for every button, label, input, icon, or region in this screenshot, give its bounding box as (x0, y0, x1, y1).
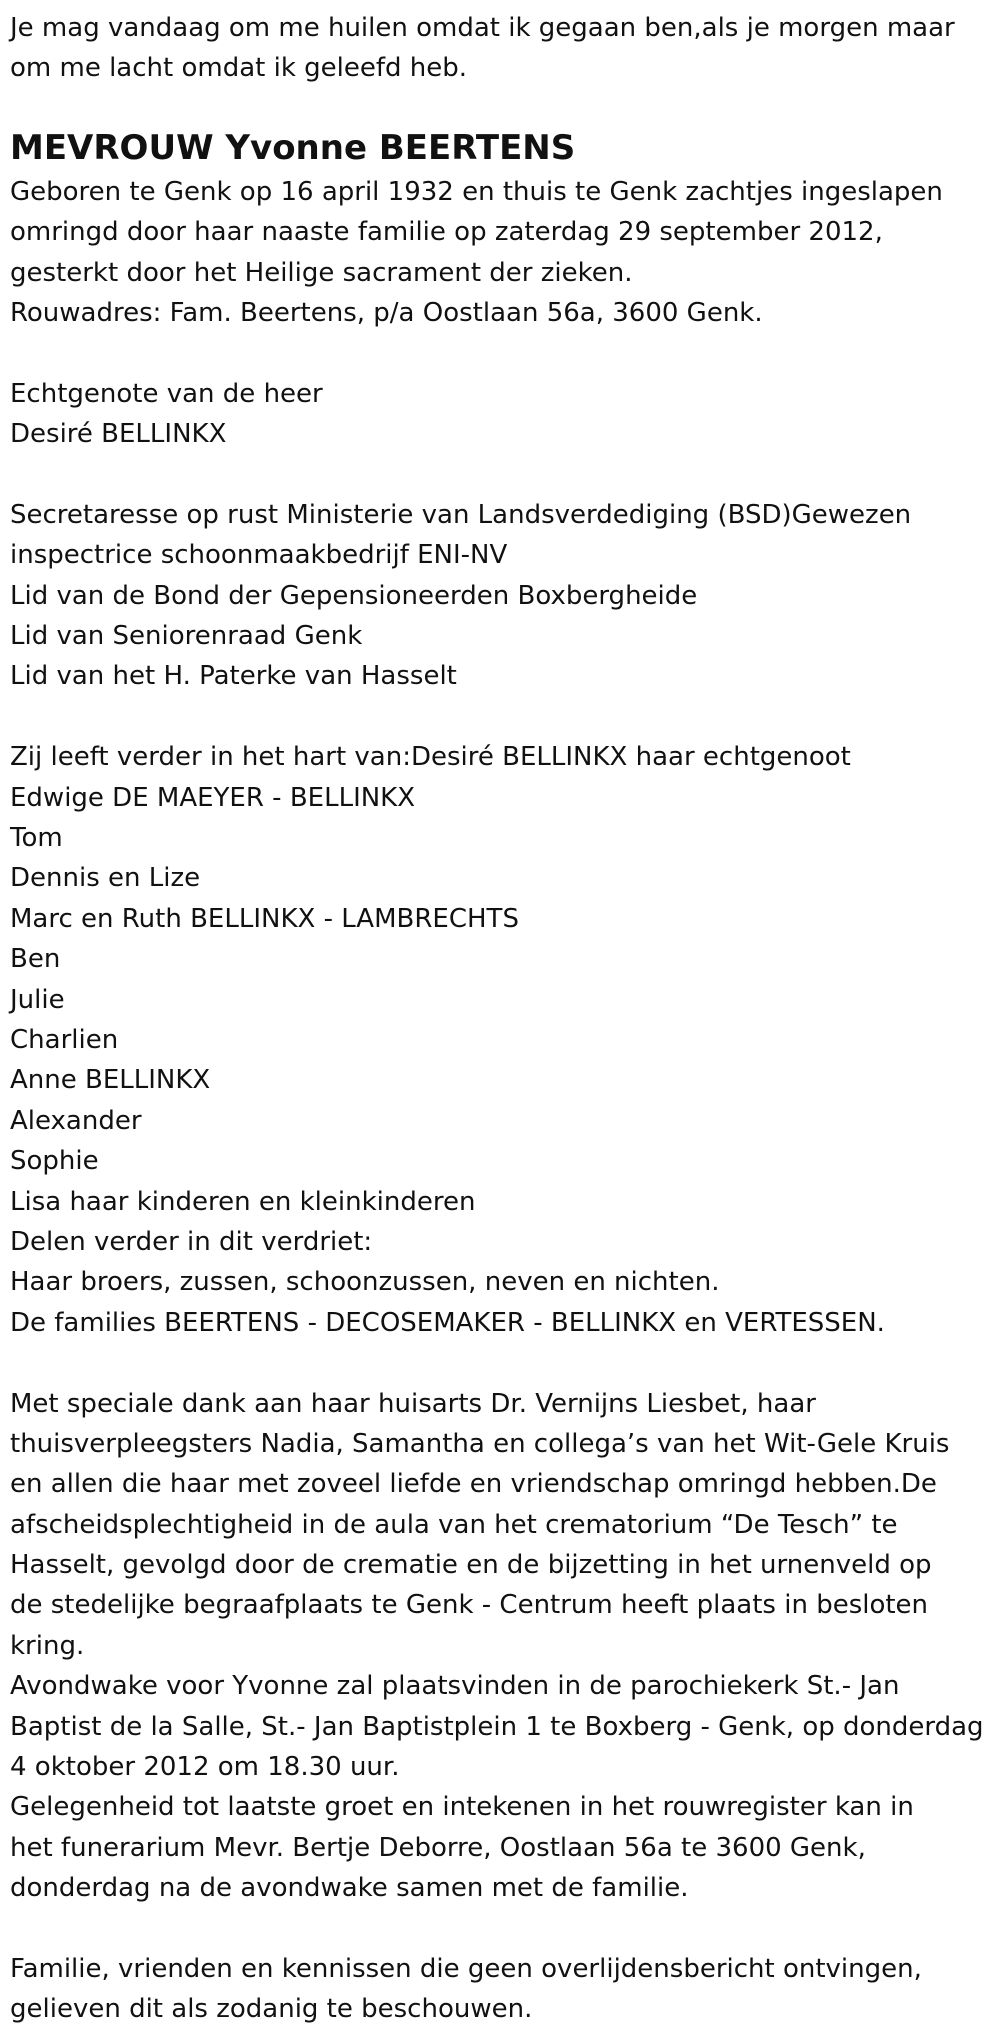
wake-line: Baptist de la Salle, St.- Jan Baptistplein 1 te Boxberg - Genk, op donderdag (10, 1711, 984, 1742)
paragraph-spacer (10, 1343, 995, 1383)
farewell-line: Gelegenheid tot laatste groet en intekenen in het rouwregister kan in (10, 1792, 914, 1823)
spouse-block (10, 374, 995, 455)
farewell-line: donderdag na de avondwake samen met de familie. (10, 1873, 689, 1904)
closing-block (10, 1949, 995, 2030)
announcement-line: gesterkt door het Heilige sacrament der zieken. (10, 257, 633, 288)
family-line: De families BEERTENS - DECOSEMAKER - BELLINKX en VERTESSEN. (10, 1307, 885, 1338)
career-line: Secretaresse op rust Ministerie van Landsverdediging (BSD)Gewezen (10, 499, 912, 530)
deceased-name-heading: MEVROUW Yvonne BEERTENS (10, 127, 576, 168)
career-line: inspectrice schoonmaakbedrijf ENI-NV (10, 540, 508, 571)
family-line: Charlien (10, 1024, 119, 1055)
family-line: Marc en Ruth BELLINKX - LAMBRECHTS (10, 903, 519, 934)
family-line: Sophie (10, 1146, 99, 1177)
family-line: Julie (10, 984, 65, 1015)
announcement-block (10, 172, 995, 334)
family-line: Tom (10, 823, 63, 854)
announcement-line: omringd door haar naaste familie op zaterdag 29 september 2012, (10, 217, 883, 248)
family-line: Zij leeft verder in het hart van:Desiré BELLINKX haar echtgenoot (10, 742, 851, 773)
ceremony-line: Hasselt, gevolgd door de crematie en de bijzetting in het urnenveld op (10, 1550, 932, 1581)
closing-line: gelieven dit als zodanig te beschouwen. (10, 1994, 533, 2025)
career-block (10, 495, 995, 697)
thanks-line: thuisverpleegsters Nadia, Samantha en collega’s van het Wit-Gele Kruis (10, 1428, 950, 1459)
ceremony-line: kring. (10, 1630, 85, 1661)
paragraph-spacer (10, 333, 995, 373)
family-line: Anne BELLINKX (10, 1065, 211, 1096)
obituary-document (10, 8, 995, 2030)
family-line: Alexander (10, 1105, 142, 1136)
membership-line: Lid van de Bond der Gepensioneerden Boxbergheide (10, 580, 698, 611)
family-line: Edwige DE MAEYER - BELLINKX (10, 782, 416, 813)
quote-line: Je mag vandaag om me huilen omdat ik gegaan ben,als je morgen maar (10, 13, 955, 43)
family-line: Lisa haar kinderen en kleinkinderen (10, 1186, 476, 1217)
paragraph-spacer (10, 1909, 995, 1949)
thanks-line: Met speciale dank aan haar huisarts Dr. Vernijns Liesbet, haar (10, 1388, 816, 1419)
ceremony-line: afscheidsplechtigheid in de aula van het crematorium “De Tesch” te (10, 1509, 898, 1540)
wake-line: 4 oktober 2012 om 18.30 uur. (10, 1752, 400, 1783)
paragraph-spacer (10, 455, 995, 495)
membership-line: Lid van het H. Paterke van Hasselt (10, 661, 457, 692)
mourning-address-line: Rouwadres: Fam. Beertens, p/a Oostlaan 56a, 3600 Genk. (10, 297, 763, 328)
wake-line: Avondwake voor Yvonne zal plaatsvinden in de parochiekerk St.- Jan (10, 1671, 900, 1702)
closing-line: Familie, vrienden en kennissen die geen overlijdensbericht ontvingen, (10, 1953, 922, 1984)
membership-line: Lid van Seniorenraad Genk (10, 621, 363, 652)
quote-line: om me lacht omdat ik geleefd heb. (10, 53, 468, 84)
spouse-name: Desiré BELLINKX (10, 419, 227, 450)
quote-block (10, 8, 995, 89)
family-line: Ben (10, 944, 61, 975)
spouse-line: Echtgenote van de heer (10, 378, 323, 409)
family-line: Dennis en Lize (10, 863, 201, 894)
thanks-line: en allen die haar met zoveel liefde en vriendschap omringd hebben.De (10, 1469, 937, 1500)
farewell-line: het funerarium Mevr. Bertje Deborre, Oostlaan 56a te 3600 Genk, (10, 1832, 866, 1863)
family-line: Haar broers, zussen, schoonzussen, neven en nichten. (10, 1267, 720, 1298)
family-line: Delen verder in dit verdriet: (10, 1226, 373, 1257)
ceremony-line: de stedelijke begraafplaats te Genk - Centrum heeft plaats in besloten (10, 1590, 929, 1621)
thanks-ceremony-block (10, 1384, 995, 1909)
family-block (10, 737, 995, 1343)
paragraph-spacer (10, 697, 995, 737)
announcement-line: Geboren te Genk op 16 april 1932 en thuis te Genk zachtjes ingeslapen (10, 176, 943, 207)
